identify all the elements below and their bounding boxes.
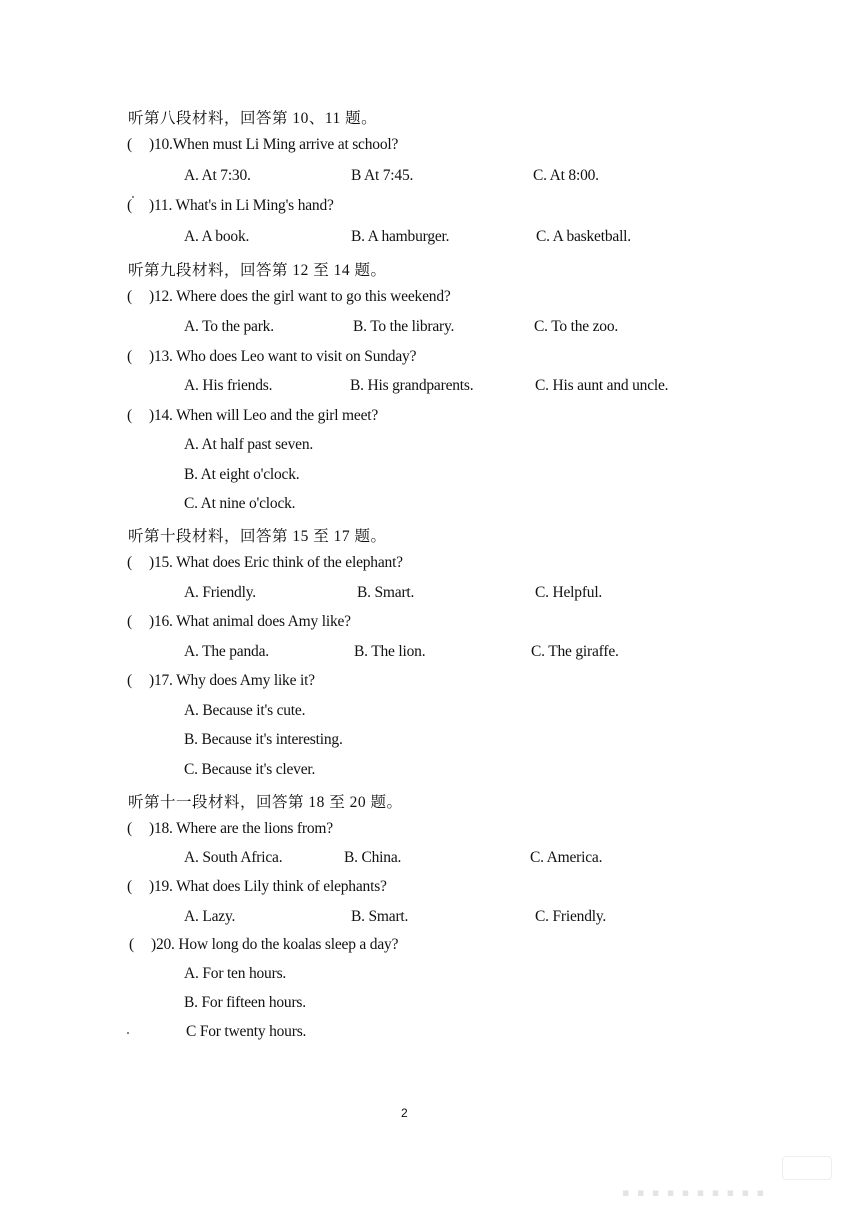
option-c: C. At 8:00. xyxy=(533,167,599,184)
option-b: B. Smart. xyxy=(351,908,409,925)
answer-paren[interactable]: ( xyxy=(127,672,132,689)
option-a: A. Friendly. xyxy=(184,584,256,601)
option-a: A. South Africa. xyxy=(184,849,283,866)
option-c: C. America. xyxy=(530,849,603,866)
answer-paren[interactable]: ( xyxy=(127,407,132,424)
answer-paren[interactable]: ( xyxy=(127,197,132,214)
section-heading: 听第八段材料，回答第 10、11 题。 xyxy=(128,110,378,127)
question-20 xyxy=(129,936,398,954)
option-a: A. Because it's cute. xyxy=(184,702,306,719)
option-c: C. To the zoo. xyxy=(534,318,619,335)
answer-paren[interactable]: ( xyxy=(129,936,134,953)
option-a: A. His friends. xyxy=(184,377,273,394)
option-b: B. Because it's interesting. xyxy=(184,731,343,748)
question-text: )15. What does Eric think of the elephant? xyxy=(149,554,403,571)
question-19 xyxy=(127,878,387,896)
question-18 xyxy=(127,820,333,838)
question-14 xyxy=(127,407,378,425)
option-b: B At 7:45. xyxy=(351,167,414,184)
option-b: B. China. xyxy=(344,849,402,866)
question-text: )10.When must Li Ming arrive at school? xyxy=(149,136,399,153)
option-b: B. For fifteen hours. xyxy=(184,994,306,1011)
question-16 xyxy=(127,613,351,631)
option-b: B. Smart. xyxy=(357,584,415,601)
section-heading: 听第九段材料，回答第 12 至 14 题。 xyxy=(128,262,387,279)
option-c: C For twenty hours. xyxy=(186,1023,307,1040)
answer-paren[interactable]: ( xyxy=(127,348,132,365)
option-c: C. Because it's clever. xyxy=(184,761,316,778)
question-text: )16. What animal does Amy like? xyxy=(149,613,351,630)
answer-paren[interactable]: ( xyxy=(127,613,132,630)
question-text: )19. What does Lily think of elephants? xyxy=(149,878,387,895)
section-heading: 听第十一段材料，回答第 18 至 20 题。 xyxy=(128,794,403,811)
section-heading: 听第十段材料，回答第 15 至 17 题。 xyxy=(128,528,387,545)
option-a: A. For ten hours. xyxy=(184,965,287,982)
option-a: A. At half past seven. xyxy=(184,436,314,453)
question-text: )20. How long do the koalas sleep a day? xyxy=(151,936,399,953)
option-c: C. At nine o'clock. xyxy=(184,495,296,512)
option-c: C. The giraffe. xyxy=(531,643,619,660)
answer-paren[interactable]: ( xyxy=(127,554,132,571)
question-10 xyxy=(127,136,398,154)
option-b: B. His grandparents. xyxy=(350,377,474,394)
option-c: C. Helpful. xyxy=(535,584,603,601)
watermark-logo xyxy=(782,1156,832,1180)
option-b: B. The lion. xyxy=(354,643,426,660)
watermark: ▪ ▪ ▪ ▪ ▪ ▪ ▪ ▪ ▪ ▪ xyxy=(622,1186,767,1199)
option-b: B. A hamburger. xyxy=(351,228,450,245)
question-text: )12. Where does the girl want to go this weekend? xyxy=(149,288,451,305)
question-17 xyxy=(127,672,315,690)
option-c: C. Friendly. xyxy=(535,908,607,925)
question-15 xyxy=(127,554,403,572)
option-a: A. Lazy. xyxy=(184,908,236,925)
question-11 xyxy=(127,197,334,215)
answer-paren[interactable]: ( xyxy=(127,136,132,153)
question-text: )17. Why does Amy like it? xyxy=(149,672,315,689)
answer-paren[interactable]: ( xyxy=(127,820,132,837)
answer-paren[interactable]: ( xyxy=(127,878,132,895)
option-b: B. At eight o'clock. xyxy=(184,466,300,483)
option-c: C. A basketball. xyxy=(536,228,631,245)
option-c: C. His aunt and uncle. xyxy=(535,377,669,394)
question-12 xyxy=(127,288,451,306)
option-a: A. A book. xyxy=(184,228,250,245)
option-a: A. To the park. xyxy=(184,318,274,335)
option-a: A. The panda. xyxy=(184,643,269,660)
scan-speck xyxy=(127,1032,129,1034)
option-b: B. To the library. xyxy=(353,318,455,335)
question-text: )14. When will Leo and the girl meet? xyxy=(149,407,379,424)
scan-speck xyxy=(132,196,134,198)
question-text: )13. Who does Leo want to visit on Sunday? xyxy=(149,348,417,365)
page-number: 2 xyxy=(401,1106,408,1120)
question-text: )11. What's in Li Ming's hand? xyxy=(149,197,334,214)
answer-paren[interactable]: ( xyxy=(127,288,132,305)
question-13 xyxy=(127,348,416,366)
option-a: A. At 7:30. xyxy=(184,167,251,184)
question-text: )18. Where are the lions from? xyxy=(149,820,333,837)
